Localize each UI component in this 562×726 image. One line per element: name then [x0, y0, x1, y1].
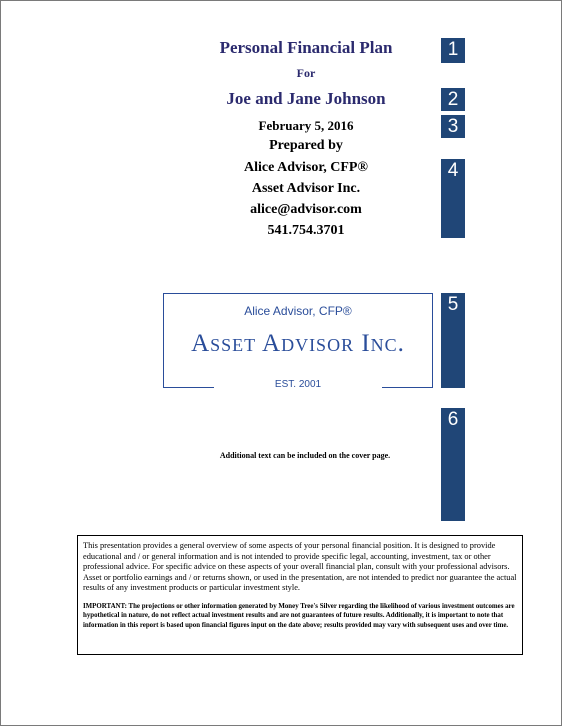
logo-established: EST. 2001 — [274, 379, 322, 390]
additional-text: Additional text can be included on the cover page. — [219, 451, 391, 460]
section-marker-3[interactable]: 3 — [441, 115, 465, 138]
plan-date: February 5, 2016 — [258, 118, 354, 133]
section-marker-2[interactable]: 2 — [441, 88, 465, 111]
for-label: For — [296, 66, 316, 80]
advisor-phone: 541.754.3701 — [267, 223, 345, 238]
section-marker-1[interactable]: 1 — [441, 38, 465, 63]
company-name: Asset Advisor Inc. — [251, 181, 361, 196]
plan-title: Personal Financial Plan — [219, 38, 393, 57]
disclaimer-box — [77, 535, 523, 655]
logo-advisor-name: Alice Advisor, CFP® — [244, 304, 352, 318]
section-marker-4[interactable]: 4 — [441, 159, 465, 238]
important-notice: IMPORTANT: The projections or other information generated by Money Tree's Silver regarding the likelihood of various investment outcomes are hypothetical in nature, do not reflect actual investment results and are not guarantees of future results. Additionally, it is important to note that information in this report is based upon financial figures input on the date above; results provided may vary with subsequent uses and over time. — [83, 602, 515, 629]
prepared-by-label: Prepared by — [269, 138, 343, 153]
logo-company-name: Asset Advisor Inc. — [191, 330, 405, 357]
disclaimer-paragraph: This presentation provides a general overview of some aspects of your personal financial position. It is designed to provide educational and / or general information and is not intended to provide specific legal, accounting, investment, tax or other professional advice. For specific advice on these aspects of your overall financial plan, consult with your professional advisors. Asset or portfolio earnings and / or returns shown, or used in the presentation, are not intended to predict nor guarantee the actual results of any investment products or particular investment style. — [83, 541, 517, 592]
company-logo — [163, 293, 433, 388]
advisor-email: alice@advisor.com — [250, 202, 362, 217]
client-names: Joe and Jane Johnson — [226, 89, 386, 108]
section-marker-5[interactable]: 5 — [441, 293, 465, 388]
section-marker-6[interactable]: 6 — [441, 408, 465, 521]
advisor-name: Alice Advisor, CFP® — [244, 160, 368, 175]
